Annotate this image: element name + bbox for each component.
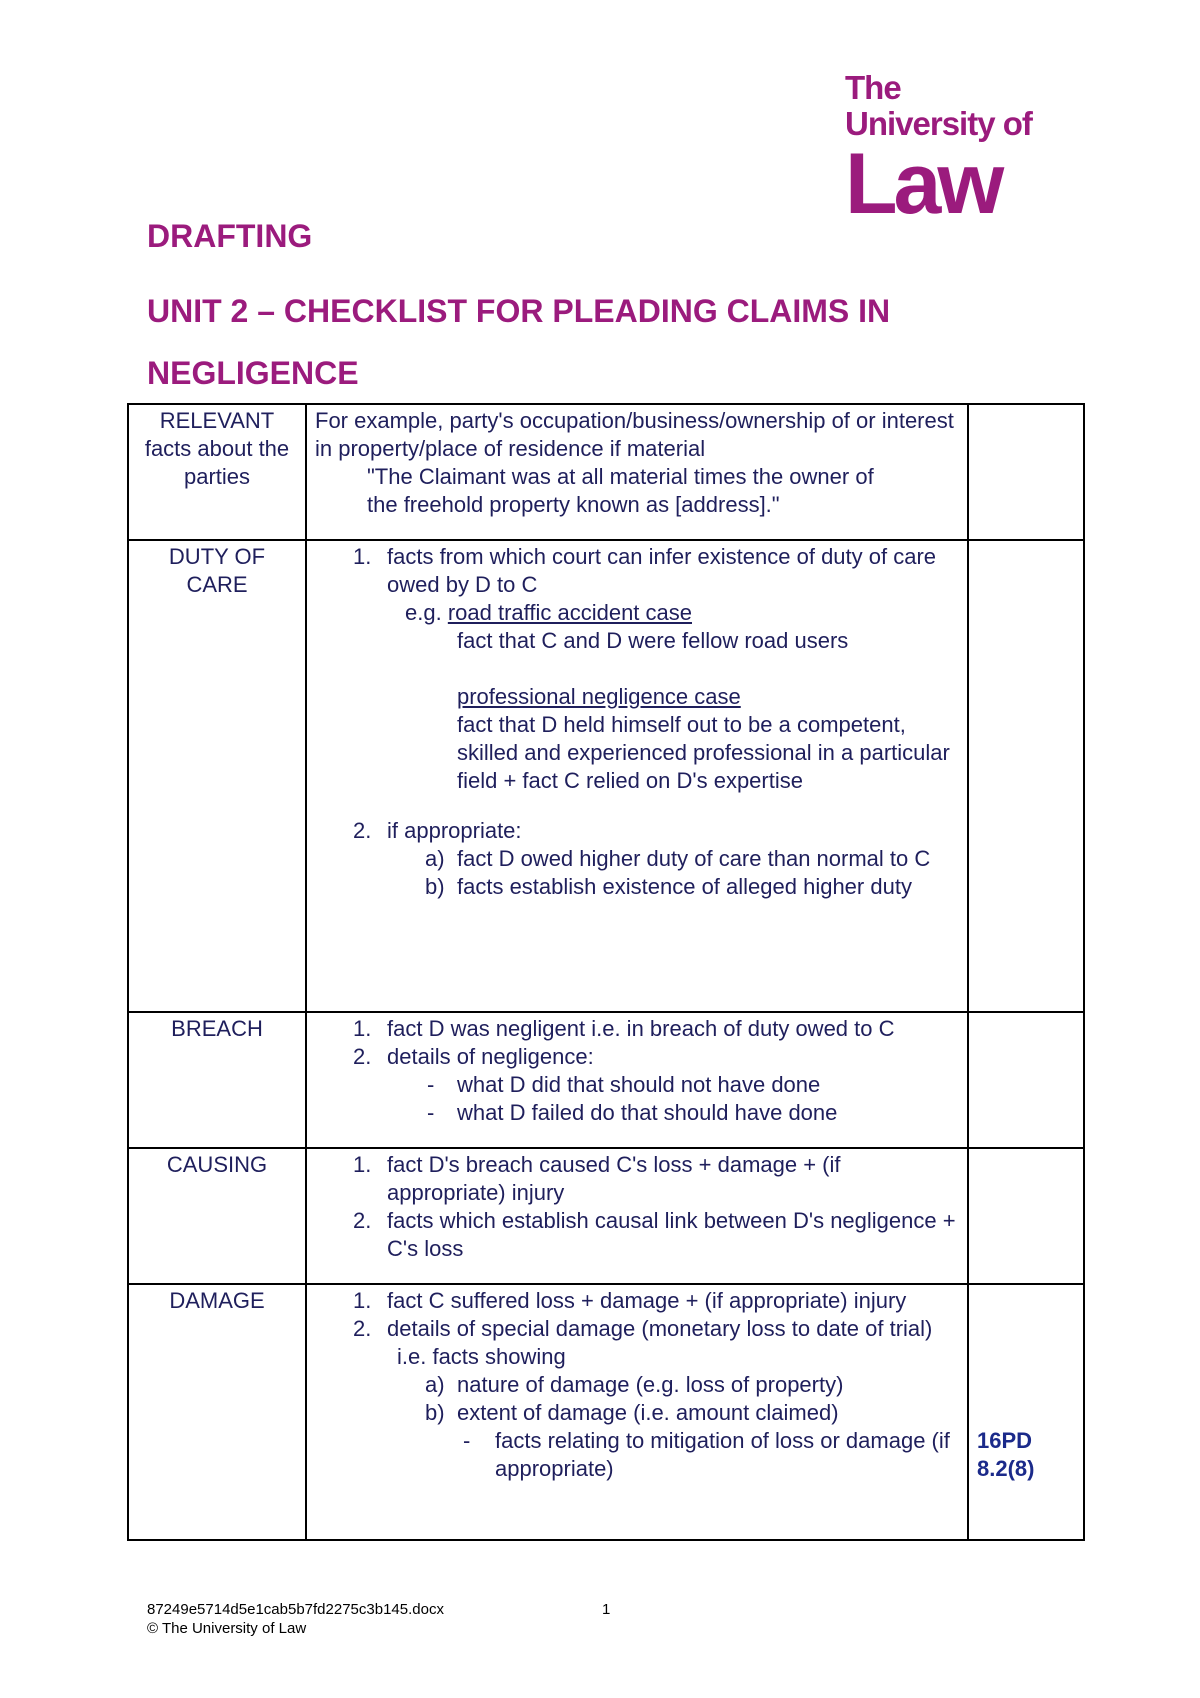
sub-letter: a) xyxy=(425,846,445,871)
row-content xyxy=(306,404,968,540)
logo-university-of: University of xyxy=(845,105,1032,142)
dash-item xyxy=(315,1071,959,1099)
footer-filename: 87249e5714d5e1cab5b7fd2275c3b145.docx xyxy=(147,1601,444,1618)
logo-law: Law xyxy=(845,136,1001,232)
ie-line: i.e. facts showing xyxy=(397,1344,566,1369)
row-label: DAMAGE xyxy=(128,1284,306,1540)
dash-item xyxy=(315,1427,959,1483)
ref-cell xyxy=(968,1148,1084,1284)
dash-text: what D did that should not have done xyxy=(457,1072,821,1097)
item-text: fact D was negligent i.e. in breach of duty owed to C xyxy=(387,1016,895,1041)
sub-item xyxy=(315,845,959,873)
page-title: DRAFTING xyxy=(147,218,313,254)
dash-bullet: - xyxy=(427,1072,435,1097)
prof-heading: professional negligence case xyxy=(457,684,741,709)
list-item xyxy=(315,1315,959,1343)
list-item xyxy=(315,1043,959,1071)
dash-bullet: - xyxy=(427,1100,435,1125)
rta-fact: fact that C and D were fellow road users xyxy=(457,628,849,653)
item-text: facts which establish causal link between D's negligence + C's loss xyxy=(387,1208,956,1261)
table-row xyxy=(128,1284,1084,1540)
item-number: 2. xyxy=(353,1316,372,1341)
item-text: if appropriate: xyxy=(387,818,522,843)
page-subtitle: UNIT 2 – CHECKLIST FOR PLEADING CLAIMS IN NEGLIGENCE xyxy=(147,293,891,391)
list-item xyxy=(315,1287,959,1315)
item-number: 2. xyxy=(353,1044,372,1069)
row-label: BREACH xyxy=(128,1012,306,1148)
sub-text: nature of damage (e.g. loss of property) xyxy=(457,1372,844,1397)
footer-copyright: © The University of Law xyxy=(147,1620,307,1637)
row-content xyxy=(306,540,968,1012)
page-number: 1 xyxy=(602,1601,611,1618)
item-number: 1. xyxy=(353,1152,372,1177)
ref-cell xyxy=(968,1012,1084,1148)
row-content xyxy=(306,1284,968,1540)
logo-the: The xyxy=(845,69,901,106)
item-number: 1. xyxy=(353,544,372,569)
ref-cell xyxy=(968,540,1084,1012)
example-line xyxy=(315,599,959,627)
list-item xyxy=(315,1151,959,1207)
dash-item xyxy=(315,1099,959,1127)
list-item xyxy=(315,817,959,845)
quote-line-1: "The Claimant was at all material times the owner of xyxy=(367,464,874,489)
footer xyxy=(147,1600,611,1638)
row-label: RELEVANT facts about the parties xyxy=(128,404,306,540)
dash-bullet: - xyxy=(463,1428,471,1453)
item-text: fact D's breach caused C's loss + damage + (if appropriate) injury xyxy=(387,1152,841,1205)
row-content xyxy=(306,1148,968,1284)
sub-item xyxy=(315,1371,959,1399)
ref-code: 16PD xyxy=(977,1428,1033,1453)
item-number: 2. xyxy=(353,1208,372,1233)
prof-fact: fact that D held himself out to be a competent, skilled and experienced professional in a particular field + fact C relied on D's expertise xyxy=(457,712,950,793)
ref-cell xyxy=(968,1284,1084,1540)
table-row xyxy=(128,404,1084,540)
rta-heading: road traffic accident case xyxy=(447,600,692,625)
relevant-text: For example, party's occupation/business/ownership of or interest in property/place of residence if material xyxy=(315,408,954,461)
item-text: facts from which court can infer existence of duty of care owed by D to C xyxy=(387,544,937,597)
item-text: details of negligence: xyxy=(387,1044,594,1069)
sub-letter: b) xyxy=(425,1400,445,1425)
checklist-table xyxy=(127,403,1085,1541)
item-number: 1. xyxy=(353,1288,372,1313)
item-number: 2. xyxy=(353,818,372,843)
eg-label: e.g. xyxy=(405,600,442,625)
row-label: CAUSING xyxy=(128,1148,306,1284)
item-text: details of special damage (monetary loss to date of trial) xyxy=(387,1316,933,1341)
university-logo xyxy=(845,69,1035,232)
list-item xyxy=(315,1015,959,1043)
sub-letter: a) xyxy=(425,1372,445,1397)
ref-cell xyxy=(968,404,1084,540)
sub-item xyxy=(315,1399,959,1427)
ref-para: 8.2(8) xyxy=(977,1456,1035,1481)
sub-item xyxy=(315,873,959,901)
dash-text: facts relating to mitigation of loss or damage (if appropriate) xyxy=(495,1428,950,1481)
quote-line-2: the freehold property known as [address]." xyxy=(367,492,780,517)
item-text: fact C suffered loss + damage + (if appropriate) injury xyxy=(387,1288,907,1313)
sub-text: facts establish existence of alleged higher duty xyxy=(457,874,912,899)
sub-text: fact D owed higher duty of care than normal to C xyxy=(457,846,931,871)
list-item xyxy=(315,543,959,599)
table-row xyxy=(128,1012,1084,1148)
list-item xyxy=(315,1207,959,1263)
sub-letter: b) xyxy=(425,874,445,899)
dash-text: what D failed do that should have done xyxy=(457,1100,838,1125)
row-content xyxy=(306,1012,968,1148)
table-row xyxy=(128,1148,1084,1284)
table-row xyxy=(128,540,1084,1012)
item-number: 1. xyxy=(353,1016,372,1041)
sub-text: extent of damage (i.e. amount claimed) xyxy=(457,1400,839,1425)
row-label: DUTY OF CARE xyxy=(128,540,306,1012)
